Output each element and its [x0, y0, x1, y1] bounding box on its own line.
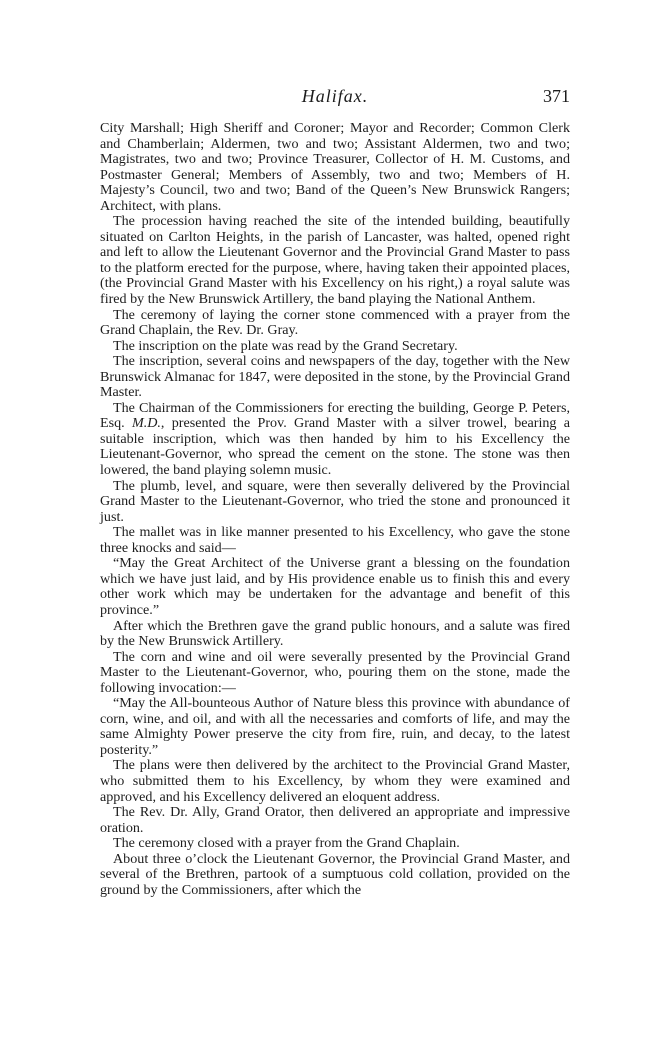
- paragraph-collation: About three o’clock the Lieutenant Governor, the Provincial Grand Master, and several of the Brethren, partook of a sumptuous cold collation, provided on the ground by the Commissioners, after which the: [100, 850, 570, 898]
- paragraph-ceremony-prayer: The ceremony of laying the corner stone commenced with a prayer from the Grand Chaplain, the Rev. Dr. Gray.: [100, 306, 570, 339]
- paragraph-grand-honours: After which the Brethren gave the grand public honours, and a salute was fired by the New Brunswick Artillery.: [100, 617, 570, 650]
- body-text: [100, 121, 570, 898]
- paragraph-corn-wine-oil: The corn and wine and oil were severally presented by the Provincial Grand Master to the Lieutenant-Governor, who, pouring them on the stone, made the following invocation:—: [100, 648, 570, 696]
- running-title: Halifax.: [301, 86, 369, 106]
- md-abbreviation: M.D.: [131, 415, 161, 432]
- paragraph-procession-arrival: The procession having reached the site of the intended building, beautifully situated on Carlton Heights, in the parish of Lancaster, was halted, opened right and left to allow the Lieutenant Governor and the Provincial Grand Master to pass to the platform erected for the purpose, where, having taken their appointed places, (the Provincial Grand Master with his Excellency on his right,) a royal salute was fired by the New Brunswick Artillery, the band playing the National Anthem.: [100, 213, 570, 308]
- paragraph-plans-delivered: The plans were then delivered by the architect to the Provincial Grand Master, who submitted them to his Excellency, by whom they were examined and approved, and his Excellency delivered an eloquent address.: [100, 757, 570, 805]
- paragraph-silver-trowel: [100, 401, 570, 479]
- paragraph-mallet: The mallet was in like manner presented to his Excellency, who gave the stone three knocks and said—: [100, 524, 570, 556]
- paragraph-closing-prayer: The ceremony closed with a prayer from the Grand Chaplain.: [113, 835, 460, 852]
- paragraph-inscription-read: The inscription on the plate was read by the Grand Secretary.: [113, 337, 458, 354]
- page-header: [100, 86, 570, 110]
- paragraph-invocation-quote: “May the All-bounteous Author of Nature bless this province with abundance of corn, wine, and oil, and with all the necessaries and comforts of life, and may the same Almighty Power preserve the city from fire, ruin, and decay, to the latest posterity.”: [100, 695, 570, 758]
- paragraph-oration: The Rev. Dr. Ally, Grand Orator, then delivered an appropriate and impressive oration.: [100, 804, 570, 836]
- paragraph-procession-order: City Marshall; High Sheriff and Coroner; Mayor and Recorder; Common Clerk and Chamberlain; Aldermen, two and two; Assistant Aldermen, two and two; Magistrates, two and two; Province Treasurer, Collector of H. M. Customs, and Postmaster General; Members of Assembly, two and two; Members of H. Majesty’s Council, two and two; Band of the Queen’s New Brunswick Rangers; Architect, with plans.: [100, 120, 570, 214]
- trowel-text-after: , presented the Prov. Grand Master with a silver trowel, bearing a suitable inscription, which was then handed by him to his Excellency the Lieutenant-Governor, who spread the cement on the stone. The stone was then lowered, the band playing solemn music.: [100, 415, 571, 479]
- paragraph-blessing-quote: “May the Great Architect of the Universe grant a blessing on the foundation which we have just laid, and by His providence enable us to finish this and every other work which may be undertaken for the advantage and benefit of this province.”: [100, 555, 570, 618]
- trowel-text-before: The Chairman of the Commissioners for erecting the building, George P. Peters, Esq.: [100, 399, 570, 432]
- paragraph-plumb-level-square: The plumb, level, and square, were then severally delivered by the Provincial Grand Master to the Lieutenant-Governor, who tried the stone and pronounced it just.: [100, 477, 570, 525]
- paragraph-inscription-deposit: The inscription, several coins and newspapers of the day, together with the New Brunswick Almanac for 1847, were deposited in the stone, by the Provincial Grand Master.: [100, 353, 570, 401]
- page-number: 371: [543, 86, 570, 106]
